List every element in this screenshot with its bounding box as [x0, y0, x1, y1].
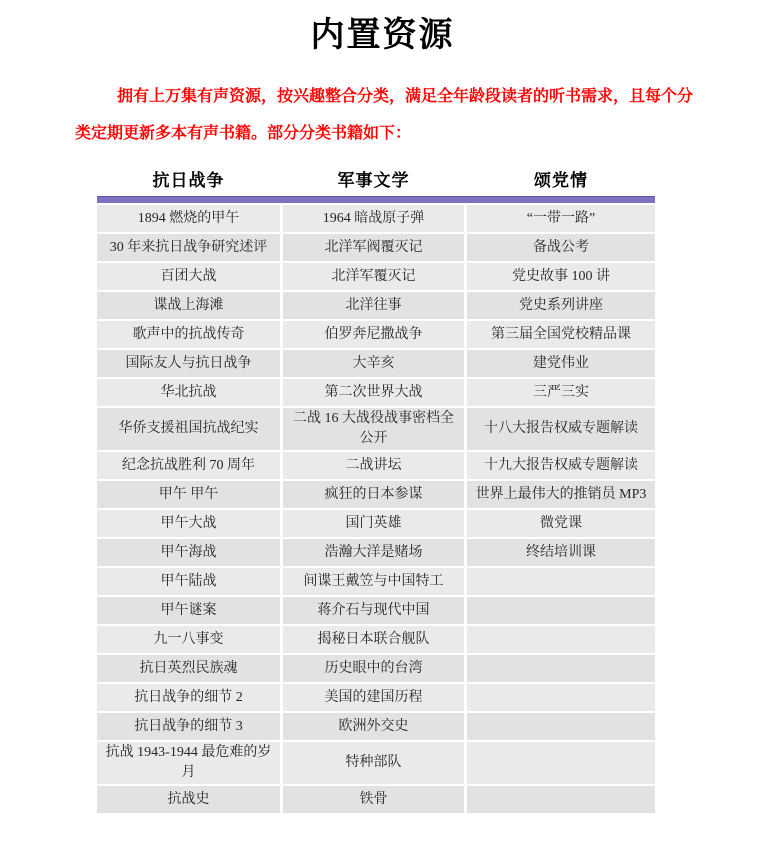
table-cell: 微党课 — [467, 510, 655, 537]
table-cell: 十九大报告权威专题解读 — [467, 452, 655, 479]
page-title: 内置资源 — [310, 16, 455, 54]
table-row — [97, 292, 655, 319]
table-cell — [467, 655, 655, 682]
table-cell: 1894 燃烧的甲午 — [97, 205, 280, 232]
table-cell — [467, 742, 655, 784]
table-cell — [467, 786, 655, 813]
table-row — [97, 408, 655, 450]
table-row — [97, 379, 655, 406]
table-header-military-literature: 军事文学 — [337, 170, 410, 190]
document-page — [0, 12, 765, 843]
table-cell: 抗日英烈民族魂 — [97, 655, 280, 682]
table-cell: 揭秘日本联合舰队 — [283, 626, 464, 653]
table-cell: 大辛亥 — [283, 350, 464, 377]
table-cell: 二战 16 大战役战事密档全公开 — [283, 408, 464, 450]
table-cell: 甲午大战 — [97, 510, 280, 537]
table-cell: 欧洲外交史 — [283, 713, 464, 740]
table-cell: 国门英雄 — [283, 510, 464, 537]
table-cell: 浩瀚大洋是赌场 — [283, 539, 464, 566]
table-cell: 北洋军阀覆灭记 — [283, 234, 464, 261]
table-cell: 世界上最伟大的推销员 MP3 — [467, 481, 655, 508]
table-row — [97, 205, 655, 232]
table-header-anti-japanese-war: 抗日战争 — [152, 170, 225, 190]
intro-paragraph: 拥有上万集有声资源，按兴趣整合分类，满足全年龄段读者的听书需求，且每个分类定期更新多本有声书籍。部分分类书籍如下： — [75, 88, 694, 142]
table-cell: 特种部队 — [283, 742, 464, 784]
table-row — [97, 597, 655, 624]
table-cell: 国际友人与抗日战争 — [97, 350, 280, 377]
table-cell: 伯罗奔尼撒战争 — [283, 321, 464, 348]
table-cell: 党史故事 100 讲 — [467, 263, 655, 290]
table-cell: 纪念抗战胜利 70 周年 — [97, 452, 280, 479]
table-cell: 华北抗战 — [97, 379, 280, 406]
table-row — [97, 626, 655, 653]
header-accent-bar — [97, 196, 655, 203]
table-row — [97, 568, 655, 595]
table-cell — [467, 626, 655, 653]
table-cell: 30 年来抗日战争研究述评 — [97, 234, 280, 261]
table-row — [97, 510, 655, 537]
table-cell: 备战公考 — [467, 234, 655, 261]
table-cell: 间谍王戴笠与中国特工 — [283, 568, 464, 595]
table-cell: 抗日战争的细节 3 — [97, 713, 280, 740]
table-cell — [467, 713, 655, 740]
table-header-praise-party: 颂党情 — [534, 170, 588, 190]
table-cell: 北洋往事 — [283, 292, 464, 319]
table-cell: 北洋军覆灭记 — [283, 263, 464, 290]
table-cell: 1964 暗战原子弹 — [283, 205, 464, 232]
table-cell: 第三届全国党校精品课 — [467, 321, 655, 348]
table-cell — [467, 597, 655, 624]
table-cell: 美国的建国历程 — [283, 684, 464, 711]
table-cell: 第二次世界大战 — [283, 379, 464, 406]
table-cell — [467, 684, 655, 711]
table-cell: 甲午海战 — [97, 539, 280, 566]
table-cell: 谍战上海滩 — [97, 292, 280, 319]
table-cell: 二战讲坛 — [283, 452, 464, 479]
table-cell: 歌声中的抗战传奇 — [97, 321, 280, 348]
table-cell: 建党伟业 — [467, 350, 655, 377]
table-row — [97, 234, 655, 261]
table-cell: 甲午陆战 — [97, 568, 280, 595]
table-header-row — [97, 160, 655, 196]
table-row — [97, 539, 655, 566]
table-cell: 三严三实 — [467, 379, 655, 406]
table-cell: 甲午 甲午 — [97, 481, 280, 508]
table-cell: 抗战史 — [97, 786, 280, 813]
book-category-table — [97, 160, 655, 813]
table-row — [97, 655, 655, 682]
table-cell — [467, 568, 655, 595]
table-row — [97, 481, 655, 508]
table-cell: 铁骨 — [283, 786, 464, 813]
table-cell: 蒋介石与现代中国 — [283, 597, 464, 624]
table-row — [97, 321, 655, 348]
table-row — [97, 742, 655, 784]
table-cell: 华侨支援祖国抗战纪实 — [97, 408, 280, 450]
table-body — [97, 205, 655, 813]
table-cell: 十八大报告权威专题解读 — [467, 408, 655, 450]
table-cell: 历史眼中的台湾 — [283, 655, 464, 682]
table-cell: 甲午谜案 — [97, 597, 280, 624]
table-cell: 终结培训课 — [467, 539, 655, 566]
table-cell: 九一八事变 — [97, 626, 280, 653]
table-row — [97, 350, 655, 377]
table-cell: 抗日战争的细节 2 — [97, 684, 280, 711]
table-cell: 百团大战 — [97, 263, 280, 290]
table-row — [97, 713, 655, 740]
table-cell: 党史系列讲座 — [467, 292, 655, 319]
table-cell: 疯狂的日本参谋 — [283, 481, 464, 508]
table-row — [97, 263, 655, 290]
table-row — [97, 452, 655, 479]
table-cell: 抗战 1943-1944 最危难的岁月 — [97, 742, 280, 784]
table-row — [97, 786, 655, 813]
table-cell: “一带一路” — [467, 205, 655, 232]
table-row — [97, 684, 655, 711]
